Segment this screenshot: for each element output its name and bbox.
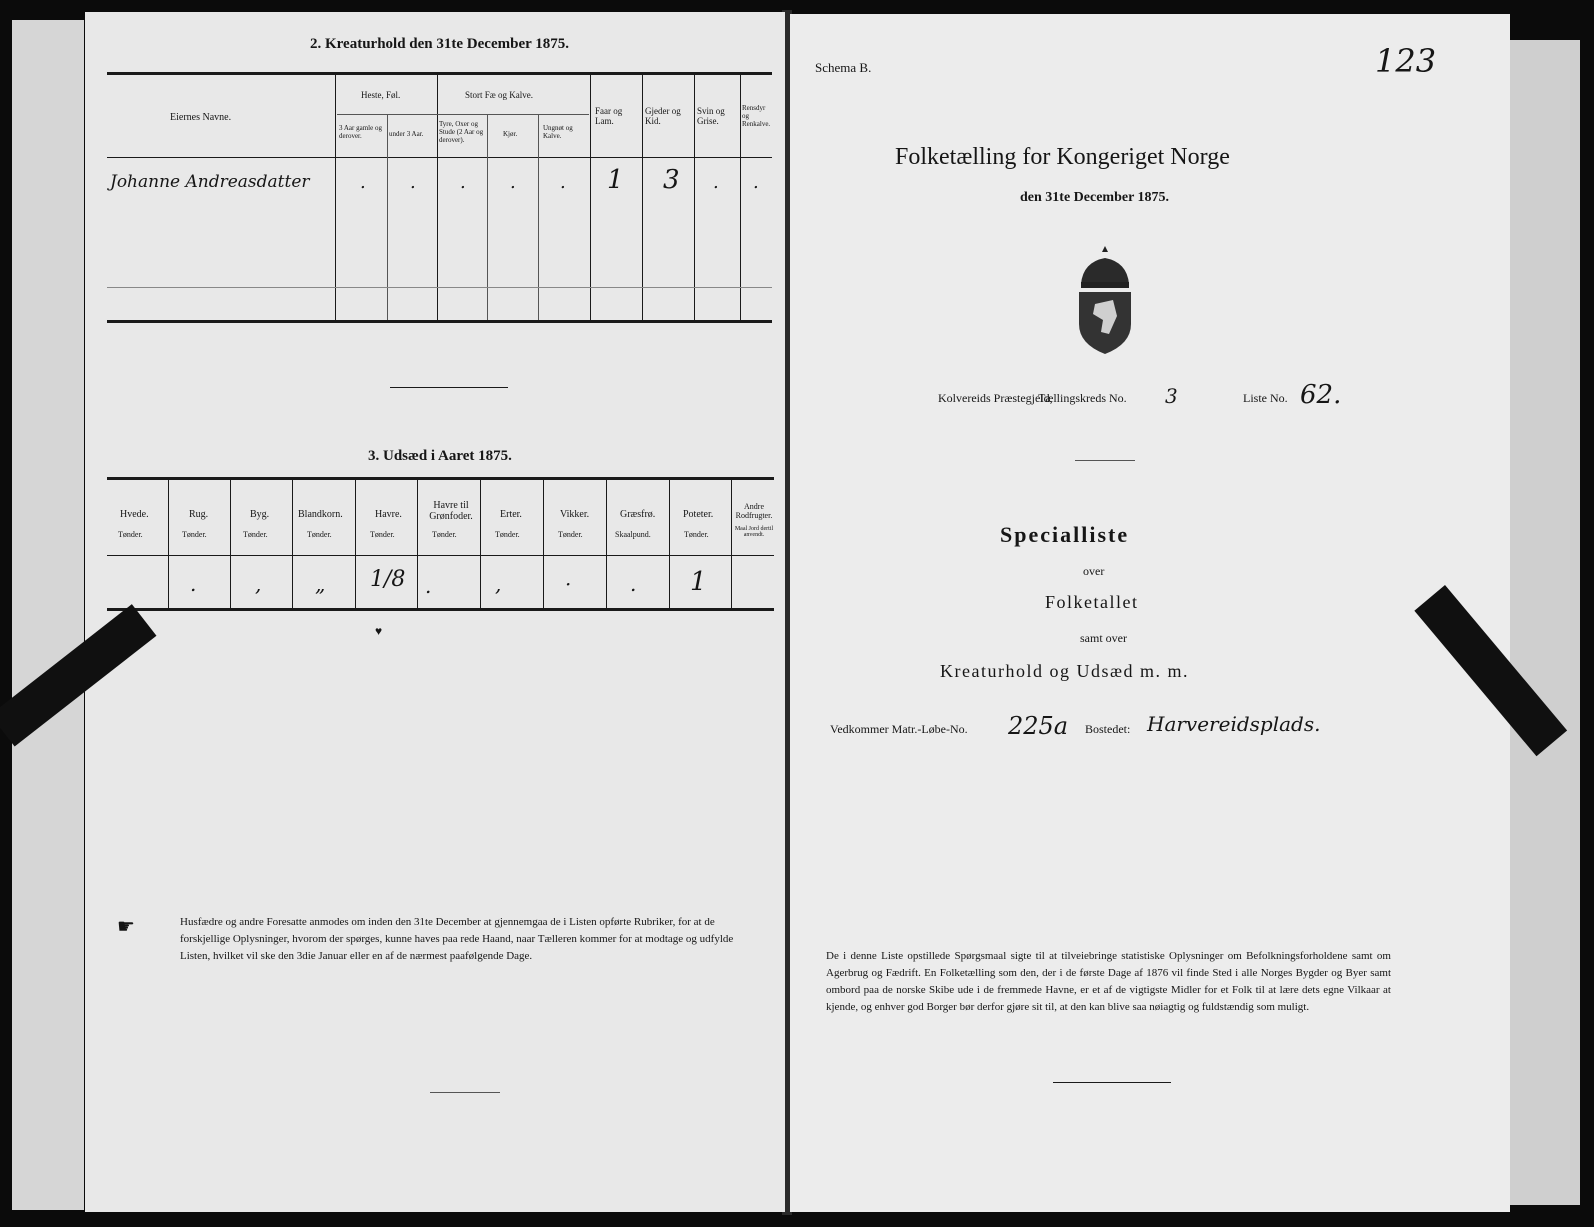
col-rule (606, 480, 607, 608)
left-page-edge (12, 20, 84, 1210)
table-rule (107, 320, 772, 323)
owner-name: Johanne Andreasdatter (110, 172, 310, 192)
bosted-value: Harvereidsplads. (1147, 712, 1321, 736)
separator (390, 387, 508, 388)
livestock-cell: . (753, 172, 759, 193)
seed-cell: 1 (690, 567, 707, 597)
seed-header: Rug. (189, 509, 209, 520)
seed-unit: Tønder. (558, 530, 583, 539)
sub-header: Kjør. (503, 130, 518, 138)
seed-header: Græsfrø. (620, 509, 656, 520)
sub-header: Faar og Lam. (595, 106, 623, 126)
cattle-header: Stort Fæ og Kalve. (465, 90, 534, 100)
col-rule (230, 480, 231, 608)
special-title: Specialliste (1000, 522, 1130, 547)
schema-label: Schema B. (815, 60, 872, 75)
col-rule (669, 480, 670, 608)
sub-header: Tyre, Oxer og Stude (2 Aar og derover). (439, 120, 484, 144)
col-rule (437, 75, 438, 320)
livestock-cell: . (560, 172, 566, 193)
footer-text: De i denne Liste opstillede Spørgsmaal sigte til at tilveiebringe statistiske Oplysninger om Befolkningsforholdene samt om Agerbrug og Fædrift. En Folketælling som den, der i de første Dage af 1876 vil finde Sted i alle Norges Bygder og Byer samt ombord paa de norske Skibe ude i de fremmede Havne, er et af de vigtigste Midler for et Folk til at lære dets egne Vilkaar at kjende, og enhver god Borger bør derfor gjøre sit til, at den kan blive saa nøiagtig og fuldstændig som muligt. (826, 950, 1391, 1013)
seed-header: Poteter. (683, 509, 714, 520)
left-page (85, 12, 785, 1212)
kreaturhold-title: Kreaturhold og Udsæd m. m. (940, 661, 1189, 681)
col-rule (335, 75, 336, 320)
seed-cell: . (425, 574, 432, 598)
seed-cell: , (255, 572, 262, 596)
seed-header: Erter. (500, 509, 522, 520)
table-rule (107, 608, 774, 611)
seed-cell: 1/8 (370, 567, 406, 592)
col-rule (694, 75, 695, 320)
seed-unit: Skaalpund. (615, 530, 651, 539)
notice-text: Husfædre og andre Foresatte anmodes om inden den 31te December at gjennemgaa de i Listen opførte Rubriker, for at de forskjellige Oplysninger, hvorom der spørges, kunne haves paa rede Haand, naar Tælleren kommer for at modtage og udfylde Listen, hvilket vil ske den 3die Januar eller en af de nærmest paafølgende Dage. (180, 916, 734, 962)
seed-unit: Tønder. (432, 530, 457, 539)
livestock-cell: . (510, 172, 516, 193)
coat-of-arms-icon (1073, 244, 1137, 361)
seed-unit: Tønder. (243, 530, 268, 539)
sub-header: Svin og Grise. (697, 106, 725, 126)
right-page-edge (1505, 40, 1580, 1205)
livestock-cell: . (360, 172, 366, 193)
census-date: den 31te December 1875. (1020, 190, 1170, 205)
table-rule (107, 72, 772, 75)
livestock-cell: . (410, 172, 416, 193)
col-rule (480, 480, 481, 608)
separator (1075, 460, 1135, 461)
bosted-label: Bostedet: (1085, 722, 1131, 736)
livestock-cell: . (460, 172, 466, 193)
col-rule (417, 480, 418, 608)
seed-cell: , (495, 572, 502, 596)
seed-cell: · (565, 572, 572, 596)
matr-number: 225a (1008, 712, 1069, 740)
seed-header: Hvede. (120, 509, 149, 520)
heart-mark-icon: ♥ (375, 624, 383, 638)
over-1: over (1083, 564, 1105, 578)
seed-header: Blandkorn. (298, 509, 343, 520)
separator (430, 1092, 500, 1093)
seed-header: Byg. (250, 509, 270, 520)
col-rule (168, 480, 169, 608)
seed-unit: Maal Jord dertil anvendt. (734, 526, 774, 538)
col-rule (543, 480, 544, 608)
col-rule (538, 114, 539, 320)
census-title: Folketælling for Kongeriget Norge (895, 144, 1230, 170)
seed-header: Havre til Grønfoder. (429, 500, 473, 522)
seed-header: Andre Rodfrugter. (735, 502, 773, 520)
sub-header: under 3 Aar. (389, 130, 424, 138)
sub-header: 3 Aar gamle og derover. (339, 124, 382, 140)
pointing-hand-icon: ☛ (117, 916, 135, 938)
seed-unit: Tønder. (684, 530, 709, 539)
seed-unit: Tønder. (307, 530, 332, 539)
livestock-cell: 3 (663, 165, 680, 195)
owner-header: Eiernes Navne. (170, 112, 232, 123)
horses-header: Heste, Føl. (361, 90, 401, 100)
sub-header: Ungnøt og Kalve. (543, 124, 573, 140)
seed-cell: . (190, 572, 197, 596)
table-rule (107, 157, 772, 158)
page-number: 123 (1375, 42, 1437, 80)
parish-label: Kolvereids Præstegjeld, (938, 391, 1053, 405)
district-number: 3 (1165, 384, 1178, 408)
col-rule (292, 480, 293, 608)
separator (1053, 1082, 1171, 1083)
seed-unit: Tønder. (118, 530, 143, 539)
col-rule (387, 114, 388, 320)
col-rule (590, 75, 591, 320)
seed-unit: Tønder. (495, 530, 520, 539)
sub-rule (337, 114, 589, 115)
col-rule (642, 75, 643, 320)
folketallet: Folketallet (1045, 592, 1139, 612)
list-number: 62. (1300, 380, 1342, 410)
seed-heading: 3. Udsæd i Aaret 1875. (368, 448, 512, 464)
col-rule (355, 480, 356, 608)
seed-cell: . (630, 572, 637, 596)
row-rule (107, 287, 772, 288)
seed-header: Havre. (375, 509, 402, 520)
list-label: Liste No. (1243, 391, 1288, 405)
livestock-cell: . (713, 172, 719, 193)
livestock-heading: 2. Kreaturhold den 31te December 1875. (310, 36, 569, 52)
sub-header: Rensdyr og Renkalve. (742, 104, 771, 128)
col-rule (487, 114, 488, 320)
right-page (790, 14, 1510, 1212)
seed-header: Vikker. (560, 509, 590, 520)
matr-label: Vedkommer Matr.-Løbe-No. (830, 722, 968, 736)
table-rule (107, 477, 774, 480)
district-label: Tællingskreds No. (1038, 391, 1127, 405)
livestock-cell: 1 (607, 165, 624, 195)
col-rule (731, 480, 732, 608)
seed-cell: „ (315, 572, 326, 596)
col-rule (740, 75, 741, 320)
seed-unit: Tønder. (370, 530, 395, 539)
seed-unit: Tønder. (182, 530, 207, 539)
samt-over: samt over (1080, 631, 1127, 645)
sub-header: Gjeder og Kid. (645, 106, 681, 126)
table-rule (107, 555, 774, 556)
